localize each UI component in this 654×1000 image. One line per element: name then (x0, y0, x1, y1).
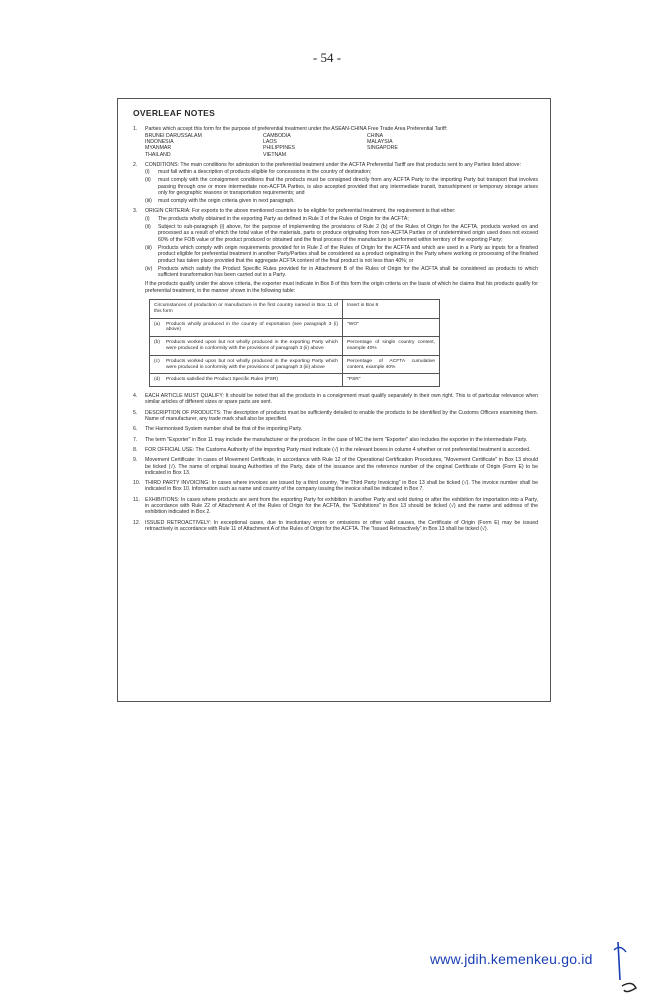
note-4: 4. EACH ARTICLE MUST QUALIFY: It should be noted that all the products in a consignment must qualify separately in their own right. This is of particular relevance when similar articles of different sizes or spare parts are sent. (133, 393, 538, 406)
list-item: (i) must fall within a description of products eligible for concessions in the country of destination; (145, 168, 372, 175)
table-row: (c) Products worked upon but not wholly produced in the exporting Party which were produced in conformity with the provisions of paragraph 3 (iii) above Percentage of ACFTA cumulative content, example 40% (150, 355, 440, 374)
note-3-origin-criteria: 3. ORIGIN CRITERIA: For exports to the above mentioned countries to be eligible for preferential treatment, the requirement is that either: (i) The products wholly obtained in the exporting Party as defined in Rule 3 of the Rules of Origin for the ACFTA; (ii) Subject to sub-paragraph (i) above, for the purpose of implementing the provisions of Rule 2 (b) of the Rules of Origin for the ACFTA, products worked on and processed as a result of which the total value of the materials, parts or produce originating from non-ACFTA Parties or of undetermined origin used does not exceed 60% of the FOB value of the product produced or obtained and the final process of the manufacture is performed within territory of the exporting Party; (iii) Products which comply with origin requirements provided for in Rule 2 of the Rules of Origin for the ACFTA and which are used in a Party as inputs for a finished product eligible for preferential treatment in another Party/Parties shall be considered as a product originating in the Party where working or processing of the finished product has taken place provided that the aggregate ACFTA content of the final product is not less than 40%; or (iv) Products which satisfy the Product Specific Rules provided for in Attachment B of the Rules of Origin for the ACFTA shall be considered as products to which sufficient transformation has been carried out in a Party. If the products qualify under the above criteria, the exporter must indicate in Box 8 of this form the origin criteria on the basis of which he claims that his products qualify for preferential treatment, in the manner shown in the following table: Circumstances of production or manufacture in the first country named in Box 11 of this form Insert in Box 8 (a) Products wholly produced in the country of exportation (see paragraph 3 (i) above) "WO" (b) Products worked upon but not wholly produced in the exporting Party which were produced in conformity with the provisions of paragraph 3 (ii) above Percentage of single country content, example 40% (c) Products worked upon but not wholly produced in the exporting Party which were produced in conformity with the provisions of paragraph 3 (iii) above Percentage of ACFTA cumulative content, example 40% (d) Products satisfied the Product Specific Rules (PSR) "PSR" (133, 208, 538, 387)
overleaf-notes-box (117, 98, 551, 702)
list-item: (i) The products wholly obtained in the exporting Party as defined in Rule 3 of the Rules of Origin for the ACFTA; (145, 215, 409, 222)
list-item: (iv) Products which satisfy the Product Specific Rules provided for in Attachment B of the Rules of Origin for the ACFTA shall be considered as products to which sufficient transformation has been carried out in a Party. (145, 265, 538, 279)
table-row: (b) Products worked upon but not wholly produced in the exporting Party which were produced in conformity with the provisions of paragraph 3 (ii) above Percentage of single country content, example 40% (150, 337, 440, 356)
note-1: 1. Parties which accept this form for the purpose of preferential treatment under the ASEAN-CHINA Free Trade Area Preferential Tariff: BRUNEI DARUSSALAM CAMBODIA CHINA INDONESIA LAOS MALAYSIA MYANMAR PHILIPPINES SINGAPORE THAILAND VIETNAM (133, 126, 538, 158)
country-list: BRUNEI DARUSSALAM CAMBODIA CHINA INDONESIA LAOS MALAYSIA MYANMAR PHILIPPINES SINGAPORE THAILAND VIETNAM (145, 133, 398, 158)
handwritten-initial-icon (612, 940, 640, 995)
note-2-conditions: 2. CONDITIONS: The main conditions for admission to the preferential treatment under the ACFTA Preferential Tariff are that products sent to any Parties listed above: (i) must fall within a description of products eligible for concessions in the country of destination; (ii) must comply with the consignment conditions that the products must be consigned directly from any ACFTA Party to the importing Party but transport that involves passing through one or more intermediate non-ACFTA Parties, is also accepted provided that any intermediate transit, transshipment or temporary storage arises only for geographic reasons or transportation requirements; and (iii) must comply with the origin criteria given in next paragraph. (133, 161, 538, 205)
note-8: 8. FOR OFFICIAL USE: The Customs Authority of the importing Party must indicate (√) in the relevant boxes in column 4 whether or not preferential treatment is accorded. (133, 446, 531, 453)
note-10: 10. THIRD PARTY INVOICING: In cases where invoices are issued by a third country, "the Third Party Invoicing" in Box 13 shall be ticked (√). The invoice number shall be indicated in Box 10. Information such as name and country of the company issuing the invoice shall be indicated in Box 7. (133, 480, 538, 493)
note-12: 12. ISSUED RETROACTIVELY: In exceptional cases, due to involuntary errors or omissions or other valid causes, the Certificate of Origin (Form E) may be issued retroactively in accordance with Rule 11 of Attachment A of the Rules of Origin for the ACFTA. The "Issued Retroactively" in Box 13 shall be ticked (√). (133, 519, 538, 532)
note-9: 9. Movement Certificate: In cases of Movement Certificate, in accordance with Rule 12 of the Operational Certification Procedures, "Movement Certificate" in Box 13 should be ticked (√). The name of original issuing Authorities of the Party, date of the issuance and the reference number of the original Certificate of Origin (Form E) to be indicated in Box 13. (133, 457, 538, 476)
origin-criteria-table (149, 299, 440, 387)
page-number: - 54 - (312, 50, 342, 65)
list-item: (iii) must comply with the origin criteria given in next paragraph. (145, 198, 295, 205)
note-6: 6. The Harmonised System number shall be that of the importing Party. (133, 426, 303, 433)
note-7: 7. The term "Exporter" in Box 11 may include the manufacturer or the producer. In the case of MC the term "Exporter" also includes the exporter in the intermediate Party. (133, 436, 528, 443)
list-item: (iii) Products which comply with origin requirements provided for in Rule 2 of the Rules of Origin for the ACFTA and which are used in a Party as inputs for a finished product eligible for preferential treatment in another Party/Parties shall be considered as a product originating in the Party where working or processing of the finished product has taken place provided that the aggregate ACFTA content of the final product is not less than 40%; or (145, 244, 538, 264)
page-title: OVERLEAF NOTES (133, 108, 216, 118)
note-11: 11. EXHIBITIONS: In cases where products are sent from the exporting Party for exhibition in another Party and sold during or after the exhibition for importation into a Party, in accordance with Rule 22 of Attachment A of the Rules of Origin for the ACFTA, the "Exhibitions" in Box 13 should be ticked (√) and the name and address of the exhibition indicated in Box 2. (133, 496, 538, 516)
table-header-row: Circumstances of production or manufacture in the first country named in Box 11 of this form Insert in Box 8 (150, 300, 440, 319)
note-5: 5. DESCRIPTION OF PRODUCTS: The description of products must be sufficiently detailed to enable the products to be identified by the Customs Officers examining them. Name of manufacturer, any trade mark shall also be specified. (133, 409, 538, 423)
table-row: (a) Products wholly produced in the country of exportation (see paragraph 3 (i) above) "WO" (150, 318, 440, 337)
table-row: (d) Products satisfied the Product Specific Rules (PSR) "PSR" (150, 374, 440, 387)
list-item: (ii) Subject to sub-paragraph (i) above, for the purpose of implementing the provisions of Rule 2 (b) of the Rules of Origin for the ACFTA, products worked on and processed as a result of which the total value of the materials, parts or produce originating from non-ACFTA Parties or of undetermined origin used does not exceed 60% of the FOB value of the product produced or obtained and the final process of the manufacture is performed within territory of the exporting Party; (145, 224, 538, 243)
site-watermark: www.jdih.kemenkeu.go.id (430, 951, 593, 967)
list-item: (ii) must comply with the consignment conditions that the products must be consigned directly from any ACFTA Party to the importing Party but transport that involves passing through one or more intermediate non-ACFTA Parties, is also accepted provided that any intermediate transit, transshipment or temporary storage arises only for geographic reasons or transportation requirements; and (145, 177, 538, 196)
